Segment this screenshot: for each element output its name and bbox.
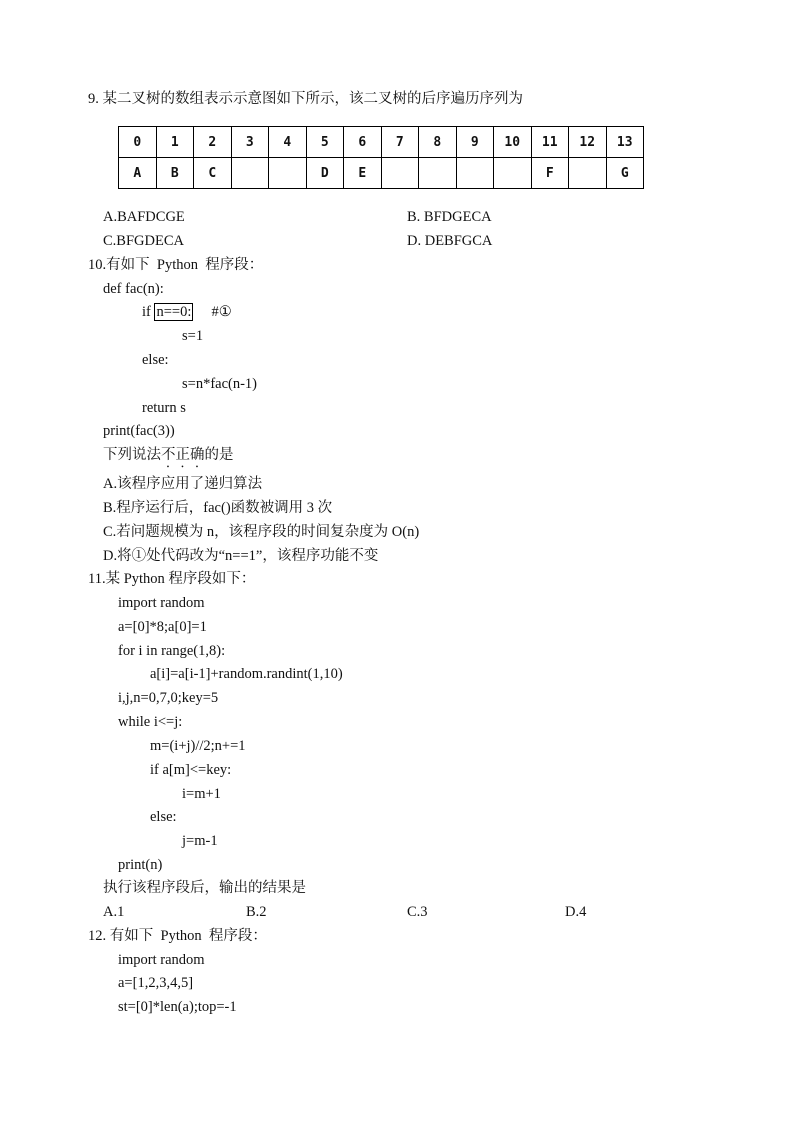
q11-option-d: D.4 — [565, 904, 587, 920]
code-line: a=[0]*8;a[0]=1 — [118, 619, 207, 635]
q9-stem: 9. 某二叉树的数组表示示意图如下所示，该二叉树的后序遍历序列为 — [88, 91, 523, 107]
q10-stem: 10.有如下 Python 程序段： — [88, 257, 264, 273]
index-cell: 1 — [156, 127, 194, 158]
value-cell — [231, 158, 269, 189]
code-line: s=1 — [182, 328, 204, 344]
value-cell: A — [119, 158, 157, 189]
emphasized-text: 不正确 — [161, 447, 205, 463]
q11-option-c: C.3 — [407, 904, 428, 920]
value-cell — [269, 158, 307, 189]
index-cell: 6 — [344, 127, 382, 158]
index-cell: 7 — [381, 127, 419, 158]
code-line-if — [142, 302, 232, 322]
if-keyword: if — [142, 304, 155, 320]
code-line: print(fac(3)) — [103, 423, 175, 439]
q11-question: 执行该程序段后，输出的结果是 — [103, 880, 306, 896]
q10-option-c: C.若问题规模为 n，该程序段的时间复杂度为 O(n) — [103, 524, 420, 540]
code-line: for i in range(1,8): — [118, 643, 226, 659]
code-line: import random — [118, 952, 205, 968]
value-cell — [456, 158, 494, 189]
index-cell: 4 — [269, 127, 307, 158]
index-cell: 2 — [194, 127, 232, 158]
index-cell: 8 — [419, 127, 457, 158]
code-comment: #① — [193, 304, 232, 320]
value-cell — [569, 158, 607, 189]
value-cell — [419, 158, 457, 189]
value-cell: F — [531, 158, 569, 189]
q11-stem: 11.某 Python 程序段如下： — [88, 571, 256, 587]
code-line: a=[1,2,3,4,5] — [118, 975, 194, 991]
index-cell: 0 — [119, 127, 157, 158]
q11-option-b: B.2 — [246, 904, 267, 920]
code-line: m=(i+j)//2;n+=1 — [150, 738, 246, 754]
code-line: else: — [150, 809, 177, 825]
code-line: i=m+1 — [182, 786, 221, 802]
index-cell: 11 — [531, 127, 569, 158]
q10-question — [103, 445, 234, 471]
code-line: i,j,n=0,7,0;key=5 — [118, 690, 219, 706]
index-cell: 3 — [231, 127, 269, 158]
code-line: print(n) — [118, 857, 163, 873]
code-line: s=n*fac(n-1) — [182, 376, 258, 392]
value-row — [119, 158, 644, 189]
q9-option-a: A.BAFDCGE — [103, 209, 185, 225]
code-line: j=m-1 — [182, 833, 218, 849]
value-cell: G — [606, 158, 644, 189]
q10-option-d: D.将①处代码改为“n==1”，该程序功能不变 — [103, 548, 379, 564]
boxed-condition: n==0: — [156, 304, 192, 320]
q9-option-d: D. DEBFGCA — [407, 233, 493, 249]
code-line: if a[m]<=key: — [150, 762, 232, 778]
code-line: import random — [118, 595, 205, 611]
question-text: 下列说法 — [103, 447, 161, 463]
code-line: def fac(n): — [103, 281, 164, 297]
value-cell — [381, 158, 419, 189]
index-cell: 10 — [494, 127, 532, 158]
q9-option-c: C.BFGDECA — [103, 233, 184, 249]
code-line: else: — [142, 352, 169, 368]
index-cell: 13 — [606, 127, 644, 158]
q11-option-a: A.1 — [103, 904, 125, 920]
q10-option-b: B.程序运行后，fac()函数被调用 3 次 — [103, 500, 333, 516]
q10-option-a: A.该程序应用了递归算法 — [103, 476, 263, 492]
question-text: 的是 — [204, 447, 234, 463]
q9-option-b: B. BFDGECA — [407, 209, 492, 225]
code-line: a[i]=a[i-1]+random.randint(1,10) — [150, 666, 343, 682]
index-cell: 5 — [306, 127, 344, 158]
code-line: st=[0]*len(a);top=-1 — [118, 999, 237, 1015]
value-cell — [494, 158, 532, 189]
value-cell: C — [194, 158, 232, 189]
index-row — [119, 127, 644, 158]
value-cell: E — [344, 158, 382, 189]
array-table — [118, 126, 644, 189]
index-cell: 12 — [569, 127, 607, 158]
code-line: while i<=j: — [118, 714, 183, 730]
code-line: return s — [142, 400, 186, 416]
q12-stem: 12. 有如下 Python 程序段： — [88, 928, 267, 944]
value-cell: B — [156, 158, 194, 189]
index-cell: 9 — [456, 127, 494, 158]
value-cell: D — [306, 158, 344, 189]
